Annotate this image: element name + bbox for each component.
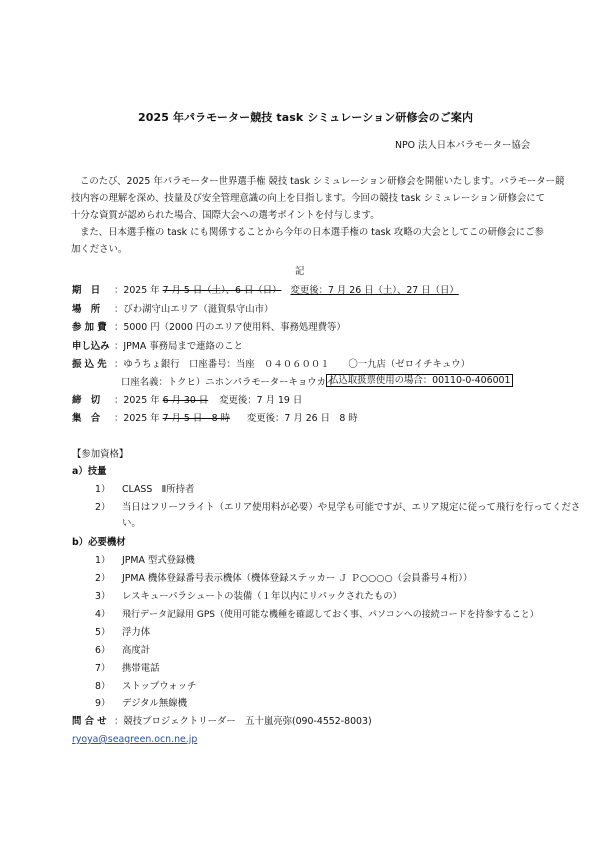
equipment-item-num: 8）: [95, 681, 111, 692]
equipment-item-num: 4）: [95, 609, 111, 620]
place-value: ：びわ湖守山エリア（滋賀県守山市）: [114, 304, 274, 315]
equipment-item: レスキューパラシュートの装備（１年以内にリパックされたもの）: [122, 591, 403, 602]
equipment-item: JPMA 型式登録機: [122, 555, 195, 566]
date-prefix: ：2025 年: [114, 285, 160, 296]
transfer-account: ：ゆうちょ銀行 口座番号：当座 ０４０６００１ 〇一九店（ゼロイチキュウ）: [114, 359, 470, 370]
fee-value: ：5000 円（2000 円のエリア使用料、事務処理費等）: [114, 322, 346, 333]
equipment-item-num: 6）: [95, 645, 111, 656]
equipment-item: JPMA 機体登録番号表示機体（機体登録ステッカー Ｊ Ｐ○○○○（会員番号４桁））: [122, 573, 473, 584]
deadline-prefix: ：2025 年: [114, 395, 160, 406]
equipment-item-num: 2）: [95, 573, 111, 584]
date-old: 7 月 5 日（土）、6 日（日）: [162, 285, 282, 296]
transfer-account-name: 口座名義：トクヒ）ニホンパラモーターキョウカイ: [121, 377, 336, 388]
skill-item-num: 2）: [95, 502, 111, 513]
ki-mark: 記: [295, 266, 305, 277]
date-label: 期 日: [72, 285, 101, 296]
equipment-item: 浮力体: [122, 627, 151, 638]
fee-label: 参 加 費: [72, 322, 107, 333]
deadline-value: [114, 395, 302, 407]
skill-item-num: 1）: [95, 484, 111, 495]
deadline-old: 6 月 30 日: [162, 395, 209, 406]
date-value: [114, 285, 459, 297]
meeting-prefix: ：2025 年: [114, 413, 160, 424]
intro-line: 加ください。: [71, 244, 128, 255]
qualification-heading: 【参加資格】: [72, 449, 129, 460]
skill-item: CLASS Ⅱ所持者: [122, 484, 195, 495]
meeting-value: [114, 413, 358, 425]
intro-line: 技内容の理解を深め、技量及び安全管理意識の向上を目指します。今回の競技 task シミュレーション研修会にて: [71, 193, 546, 204]
equipment-item-num: 1）: [95, 555, 111, 566]
contact-email-link[interactable]: ryoya@seagreen.ocn.ne.jp: [72, 734, 198, 745]
date-new: 変更後：7 月 26 日（土）、27 日（日）: [290, 285, 459, 296]
equipment-item: 携帯電話: [122, 663, 160, 674]
meeting-label: 集 合: [72, 413, 101, 424]
equipment-item: 高度計: [122, 645, 151, 656]
equipment-item: ストップウォッチ: [122, 681, 197, 692]
deadline-label: 締 切: [72, 395, 101, 406]
skill-heading: a）技量: [72, 466, 107, 477]
equipment-item-num: 5）: [95, 627, 111, 638]
transfer-box-wrap: [326, 375, 513, 387]
document-title: 2025 年パラモーター競技 task シミュレーション研修会のご案内: [138, 111, 474, 124]
equipment-item: デジタル無線機: [122, 698, 188, 709]
equipment-item: 飛行データ記録用 GPS（使用可能な機種を確認しておく事、パソコンへの接続コードを持参すること）: [122, 610, 539, 620]
apply-value: ：JPMA 事務局まで連絡のこと: [114, 341, 244, 352]
meeting-old: 7 月 5 日 8 時: [162, 413, 230, 424]
transfer-postal-box: 払込取扱票使用の場合：00110-0-406001: [326, 374, 513, 387]
transfer-label: 振 込 先: [72, 359, 107, 370]
intro-line: また、日本選手権の task にも関係することから今年の日本選手権の task 攻略の大会としてこの研修会にご参: [80, 227, 544, 238]
intro-line: 十分な資質が認められた場合、国際大会への選考ポイントを付与します。: [71, 210, 380, 221]
equipment-item-num: 3）: [95, 591, 111, 602]
organizer-name: NPO 法人日本パラモーター協会: [395, 140, 531, 151]
equipment-item-num: 9）: [95, 698, 111, 709]
skill-item: 当日はフリーフライト（エリア使用料が必要）や見学も可能ですが、エリア規定に従って飛行を行ってくださ: [122, 502, 581, 513]
deadline-new: 変更後：7 月 19 日: [219, 395, 303, 406]
contact-value: ：競技プロジェクトリーダー 五十嵐亮弥(090-4552-8003): [114, 716, 372, 727]
equipment-heading: b）必要機材: [72, 537, 126, 548]
intro-line: このたび、2025 年パラモーター世界選手権 競技 task シミュレーション研修会を開催いたします。パラモーター競: [80, 176, 565, 187]
meeting-new: 変更後：7 月 26 日 8 時: [246, 413, 358, 424]
apply-label: 申し込み: [72, 341, 110, 352]
equipment-item-num: 7）: [95, 663, 111, 674]
place-label: 場 所: [72, 304, 101, 315]
skill-item: い。: [122, 518, 141, 529]
contact-label: 問 合 せ: [72, 716, 107, 727]
